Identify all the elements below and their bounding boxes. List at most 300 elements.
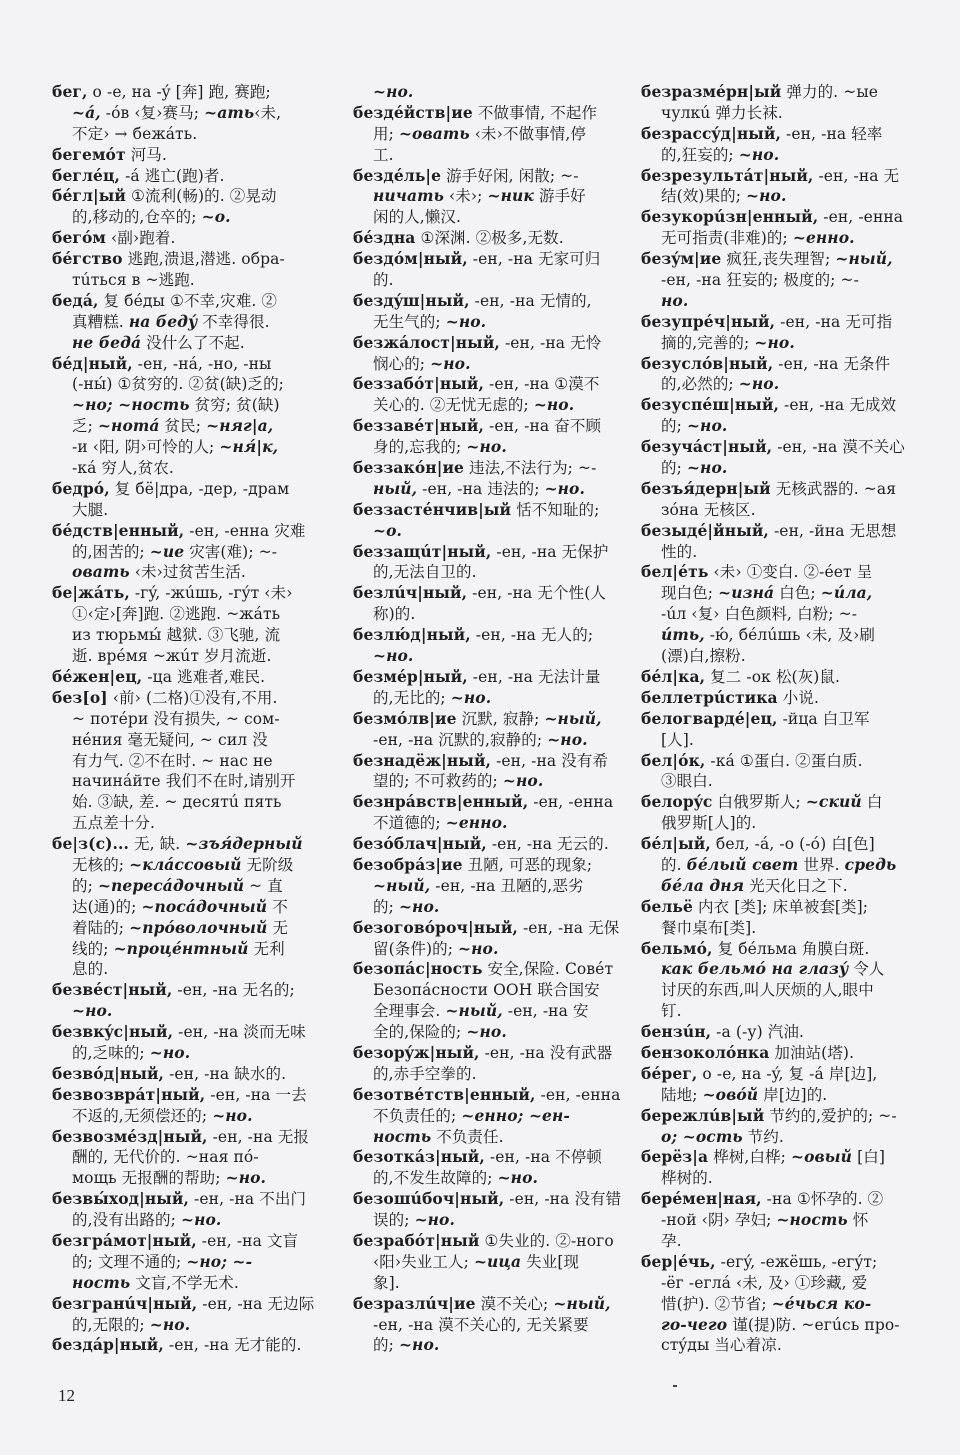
derived-form: ~енно; ~ен- bbox=[461, 1105, 570, 1125]
entry-continuation-line bbox=[52, 500, 324, 521]
headword: бедрó, bbox=[52, 478, 110, 498]
definition-text: -ен, -на 沉默的,寂静的; bbox=[373, 730, 548, 749]
definition-text: ①‹定›[奔]跑. ②逃跑. ~жáть bbox=[72, 605, 281, 624]
definition-text: -ю́, бéлúшь ‹未, 及›刷 bbox=[704, 626, 875, 645]
derived-form: ный, bbox=[373, 478, 418, 498]
derived-form: ~о. bbox=[201, 207, 231, 227]
definition-text: 的; bbox=[373, 1336, 399, 1355]
entry-headword-line bbox=[641, 521, 913, 542]
entry-headword-line bbox=[641, 897, 913, 918]
derived-form: ~но. bbox=[466, 1022, 507, 1042]
entry-headword-line bbox=[353, 249, 626, 270]
definition-text: 着陆的; bbox=[72, 918, 130, 937]
entry-headword-line bbox=[52, 583, 324, 604]
entry-continuation-line bbox=[52, 646, 324, 667]
definition-text: ①失业的. ②-ного bbox=[479, 1231, 614, 1250]
definition-text: 丑陋, 可恶的现象; bbox=[462, 855, 593, 874]
definition-text: -ен, -енна 灾难 bbox=[184, 521, 306, 540]
entry-continuation-line bbox=[52, 1210, 324, 1231]
entry-headword-line bbox=[52, 521, 324, 542]
entry-headword-line bbox=[52, 186, 324, 207]
entry-continuation-line bbox=[353, 312, 626, 333]
definition-text: 的,赤手空拳的. bbox=[373, 1064, 477, 1083]
derived-form: но. bbox=[661, 290, 689, 310]
headword: бел|óк, bbox=[641, 750, 706, 770]
definition-text: Безопáсности ООН 联合国安 bbox=[373, 981, 600, 1000]
entry-continuation-line bbox=[641, 604, 913, 625]
headword: безъя́дерн|ый bbox=[641, 478, 771, 498]
headword: беззабóт|ный, bbox=[353, 374, 485, 394]
definition-text: 望的; 不可救药的; bbox=[373, 772, 503, 791]
entry-continuation-line bbox=[353, 1064, 626, 1085]
definition-text: 的,无比的; bbox=[373, 688, 451, 707]
definition-text: -ен, -на 安 bbox=[502, 1002, 589, 1021]
headword: беззакóн|ие bbox=[353, 458, 465, 478]
entry-continuation-line bbox=[353, 437, 626, 458]
derived-form: бéла дня bbox=[661, 875, 745, 895]
derived-form: ность bbox=[72, 1272, 131, 1292]
definition-text: -ёг -еглá ‹未, 及› ①珍藏, 爱 bbox=[661, 1273, 868, 1292]
definition-text: 白 bbox=[861, 793, 883, 812]
headword: безрассýд|ный, bbox=[641, 123, 781, 143]
entry-headword-line bbox=[52, 1189, 324, 1210]
definition-text: нéния 毫无疑问, ~ сил 没 bbox=[72, 730, 268, 749]
definition-text: 的; bbox=[373, 897, 399, 916]
headword: безмéр|ный, bbox=[353, 666, 468, 686]
definition-text: -ен, -йна 无思想 bbox=[768, 521, 897, 540]
headword: бéд|ный, bbox=[52, 353, 133, 373]
definition-text: -гý, -жúшь, -гýт ‹未› bbox=[129, 584, 293, 603]
definition-text: -ен, -нá, -но, -ны bbox=[132, 354, 272, 373]
entry-headword-line bbox=[641, 751, 913, 772]
derived-form: ~посáдочный bbox=[141, 896, 268, 916]
entry-headword-line bbox=[353, 542, 626, 563]
entry-continuation-line bbox=[353, 1252, 626, 1273]
entry-continuation-line bbox=[52, 1147, 324, 1168]
entry-headword-line bbox=[641, 437, 913, 458]
entry-headword-line bbox=[641, 249, 913, 270]
definition-text: -а (-у) 汽油. bbox=[711, 1023, 804, 1042]
definition-text: 闲的人,懒汉. bbox=[373, 208, 462, 227]
definition-text: 的; 文理不通的; bbox=[72, 1252, 187, 1271]
headword: безрезультáт|ный, bbox=[641, 165, 814, 185]
definition-text: 全的,保险的; bbox=[373, 1023, 467, 1042]
headword: бездóм|ный, bbox=[353, 249, 468, 269]
derived-form: ~енно. bbox=[445, 813, 508, 833]
definition-text: -ен, -на 淡而无味 bbox=[173, 1023, 306, 1042]
headword: бел|éть bbox=[641, 562, 709, 582]
definition-text: 桦树,白桦; bbox=[708, 1148, 791, 1167]
definition-text: 孕. bbox=[661, 1231, 682, 1250]
headword: бедá, bbox=[52, 290, 99, 310]
definition-text: 内衣 [类]; 床单被套[类]; bbox=[693, 897, 869, 916]
headword: безжáлост|ный, bbox=[353, 332, 500, 352]
definition-text: 安全,保险. Совéт bbox=[482, 960, 614, 979]
headword: бéздна bbox=[353, 228, 416, 248]
entry-continuation-line bbox=[52, 333, 324, 354]
headword: безгрáмот|ный, bbox=[52, 1230, 197, 1250]
definition-text: 用; bbox=[373, 124, 399, 143]
definition-text: 疯狂,丧失理智; bbox=[721, 250, 836, 269]
definition-text: 无核武器的. ~ая bbox=[770, 479, 897, 498]
headword: безвóд|ный, bbox=[52, 1063, 165, 1083]
headword: бéдств|енный, bbox=[52, 520, 185, 540]
definition-text: чулкú 弹力长袜. bbox=[661, 103, 783, 122]
entry-continuation-line bbox=[353, 1127, 626, 1148]
entry-continuation-line bbox=[353, 1273, 626, 1294]
definition-text: -егý, -ежёшь, -егýт; bbox=[715, 1252, 878, 1271]
entry-continuation-line bbox=[353, 1001, 626, 1022]
definition-text: 的,困苦的; bbox=[72, 542, 150, 561]
definition-text: ③眼白. bbox=[661, 772, 713, 791]
definition-text: стýды 当心着凉. bbox=[661, 1336, 782, 1355]
derived-form: ~но. bbox=[149, 1314, 191, 1334]
definition-text: 留(条件)的; bbox=[373, 939, 459, 958]
entry-continuation-line bbox=[353, 646, 626, 667]
headword: бельё bbox=[641, 896, 694, 916]
entry-continuation-line bbox=[641, 1335, 913, 1356]
definition-text: 的,无法自卫的. bbox=[373, 563, 477, 582]
entry-continuation-line bbox=[52, 124, 324, 145]
definition-text: -ен, -енна bbox=[818, 208, 904, 227]
derived-form: ~но. bbox=[212, 1105, 253, 1125]
entry-headword-line bbox=[641, 1064, 913, 1085]
entry-headword-line bbox=[52, 228, 324, 249]
headword: бе|з(с)... bbox=[52, 834, 130, 854]
definition-text: 世界. bbox=[798, 855, 845, 874]
definition-text: -ен, -на 文盲 bbox=[196, 1231, 299, 1250]
entry-headword-line bbox=[52, 249, 324, 270]
headword: белогвардé|ец, bbox=[641, 708, 778, 728]
definition-text: 加油站(塔). bbox=[769, 1043, 855, 1062]
entry-continuation-line bbox=[52, 1106, 324, 1127]
entry-continuation-line bbox=[641, 625, 913, 646]
entry-continuation-line bbox=[641, 646, 913, 667]
headword: безукорúзн|енный, bbox=[641, 207, 819, 227]
definition-text: ‹前› (二格)①没有,不用. bbox=[107, 688, 278, 707]
headword: безопáс|ность bbox=[353, 959, 483, 979]
definition-text: 无利 bbox=[248, 939, 285, 958]
definition-text: 现白色; bbox=[661, 584, 719, 603]
derived-form: ~ный, bbox=[553, 1293, 611, 1313]
entry-continuation-line bbox=[353, 1106, 626, 1127]
definition-text: 不 bbox=[267, 897, 288, 916]
definition-text: бел, -á, -о (-ó) 白[色] bbox=[710, 835, 875, 854]
definition-text: -ца 逃难者,难民. bbox=[142, 667, 266, 686]
entry-headword-line bbox=[641, 688, 913, 709]
entry-continuation-line bbox=[641, 876, 913, 897]
definition-text: 不道德的; bbox=[373, 814, 446, 833]
entry-continuation-line bbox=[52, 792, 324, 813]
entry-headword-line bbox=[641, 479, 913, 500]
derived-form: ~но. bbox=[225, 1168, 267, 1188]
entry-headword-line bbox=[353, 228, 626, 249]
entry-continuation-line bbox=[641, 980, 913, 1001]
derived-form: ~но. bbox=[502, 771, 544, 791]
entry-continuation-line bbox=[52, 939, 324, 960]
entry-continuation-line bbox=[641, 1273, 913, 1294]
derived-form: ~но. bbox=[398, 1335, 440, 1355]
definition-text: 漠不关心; bbox=[475, 1294, 554, 1313]
entry-continuation-line bbox=[641, 1085, 913, 1106]
derived-form: ~овóй bbox=[702, 1084, 759, 1104]
entry-headword-line bbox=[52, 145, 324, 166]
definition-text: зóна 无核区. bbox=[661, 500, 756, 519]
definition-text: 象]. bbox=[373, 1273, 400, 1292]
headword: безучáст|ный, bbox=[641, 437, 773, 457]
definition-text: -йца 白卫军 bbox=[777, 709, 870, 728]
entry-continuation-line bbox=[52, 1252, 324, 1273]
definition-text: -ен, -на 无云的. bbox=[486, 835, 609, 854]
derived-form: ~но. bbox=[398, 896, 440, 916]
definition-text: -ен, -на 漠不关心 bbox=[772, 438, 905, 457]
headword: бер|éчь, bbox=[641, 1251, 716, 1271]
definition-text: 性的. bbox=[661, 542, 698, 561]
entry-continuation-line bbox=[52, 709, 324, 730]
definition-text: 复 бéды ①不幸,灾难. ② bbox=[98, 291, 278, 310]
definition-text: 的; bbox=[661, 459, 687, 478]
entry-continuation-line bbox=[52, 897, 324, 918]
entry-headword-line bbox=[641, 939, 913, 960]
definition-text: -ен, -на 无情的, bbox=[469, 291, 592, 310]
definition-text: ‹副›跑着. bbox=[106, 229, 176, 248]
derived-form: ~но. bbox=[533, 395, 575, 415]
entry-continuation-line bbox=[353, 354, 626, 375]
entry-continuation-line bbox=[52, 437, 324, 458]
definition-text: ①流利(畅)的. ②晃动 bbox=[126, 187, 277, 206]
definition-text: 惜(护). ②节省; bbox=[661, 1294, 772, 1313]
entry-continuation-line bbox=[52, 562, 324, 583]
derived-form: ~но; ~- bbox=[186, 1251, 253, 1271]
headword: берéмен|ная, bbox=[641, 1189, 762, 1209]
definition-text: 乏; bbox=[72, 417, 98, 436]
definition-text: 误的; bbox=[373, 1211, 415, 1230]
headword: безлúч|ный, bbox=[353, 583, 468, 603]
definition-text: 的,没有出路的; bbox=[72, 1211, 181, 1230]
entry-headword-line bbox=[353, 416, 626, 437]
definition-text: 的,不发生故障的; bbox=[373, 1169, 498, 1188]
definition-text: -ен, -на 缺水的. bbox=[164, 1064, 287, 1083]
definition-text: 逃跑,溃退,潜逃. обра- bbox=[122, 250, 285, 269]
definition-text: -ен, -на 轻率 bbox=[781, 124, 883, 143]
headword: бéл|ка, bbox=[641, 666, 706, 686]
headword: безвозмéзд|ный, bbox=[52, 1126, 208, 1146]
entry-headword-line bbox=[353, 1085, 626, 1106]
definition-text: 结(效)果的; bbox=[661, 187, 747, 206]
headword: безразмéрн|ый bbox=[641, 82, 782, 101]
derived-form: ~но. bbox=[414, 1210, 455, 1230]
entry-headword-line bbox=[353, 291, 626, 312]
definition-text: -ен, -на 无怜 bbox=[499, 333, 602, 352]
derived-form: ~пересáдочный bbox=[97, 875, 245, 895]
definition-text: 复二 -ок 松(灰)鼠. bbox=[705, 667, 841, 686]
derived-form: ~ник bbox=[487, 186, 534, 206]
headword: бездéль|е bbox=[353, 165, 442, 185]
entry-continuation-line bbox=[52, 458, 324, 479]
entry-headword-line bbox=[641, 166, 913, 187]
entry-continuation-line bbox=[52, 959, 324, 980]
derived-form: ~но. bbox=[544, 478, 585, 498]
definition-text: -ен, -на 无边际 bbox=[197, 1294, 315, 1313]
headword: бездéйств|ие bbox=[353, 102, 473, 122]
entry-continuation-line bbox=[52, 1168, 324, 1189]
entry-headword-line bbox=[52, 354, 324, 375]
entry-continuation-line bbox=[52, 1315, 324, 1336]
derived-form: ~ный, bbox=[373, 875, 431, 895]
entry-headword-line bbox=[641, 1043, 913, 1064]
entry-headword-line bbox=[52, 479, 324, 500]
headword: бéгство bbox=[52, 249, 123, 269]
definition-text: -ен, -на 无法计量 bbox=[467, 667, 601, 686]
headword: безыдé|йный, bbox=[641, 520, 769, 540]
definition-text: -ен, -на 奋不顾 bbox=[483, 417, 602, 436]
derived-form: ~овый bbox=[791, 1147, 853, 1167]
definition-text: -ен, -на 无保 bbox=[517, 918, 620, 937]
derived-form: ~ность bbox=[776, 1210, 848, 1230]
definition-text: -ной ‹阴› 孕妇; bbox=[661, 1211, 777, 1230]
entry-headword-line bbox=[641, 562, 913, 583]
entry-continuation-line bbox=[641, 228, 913, 249]
definition-text: -ен, -на 无可指 bbox=[775, 312, 893, 331]
derived-form: не бедá bbox=[72, 332, 142, 352]
entry-continuation-line bbox=[641, 416, 913, 437]
derived-form: ~ать bbox=[204, 102, 255, 122]
definition-text: -ен, -на 无家可归 bbox=[467, 250, 601, 269]
derived-form: ~но. bbox=[754, 332, 795, 352]
derived-form: ность bbox=[373, 1126, 432, 1146]
entry-headword-line bbox=[52, 1127, 324, 1148]
headword: бельмó, bbox=[641, 938, 713, 958]
entry-continuation-line bbox=[353, 980, 626, 1001]
entry-continuation-line bbox=[353, 1168, 626, 1189]
entry-continuation-line bbox=[52, 751, 324, 772]
entry-continuation-line bbox=[353, 939, 626, 960]
definition-text: -ен, -на 无人的; bbox=[470, 626, 594, 645]
derived-form: ~но. bbox=[738, 374, 780, 394]
definition-text: -ен, -на 没有希 bbox=[491, 751, 609, 770]
headword: бéл|ый, bbox=[641, 834, 711, 854]
headword: безоговóроч|ный, bbox=[353, 917, 518, 937]
entry-continuation-line bbox=[641, 145, 913, 166]
entry-continuation-line bbox=[641, 291, 913, 312]
entry-continuation-line bbox=[353, 145, 626, 166]
derived-form: ~но. bbox=[738, 144, 780, 164]
entry-headword-line bbox=[641, 1252, 913, 1273]
headword: безупрéч|ный, bbox=[641, 311, 776, 331]
entry-headword-line bbox=[353, 751, 626, 772]
headword: бездáр|ный, bbox=[52, 1335, 164, 1355]
definition-text: 线的; bbox=[72, 939, 114, 958]
definition-text: 的,无限的; bbox=[72, 1315, 150, 1334]
entry-continuation-line bbox=[353, 876, 626, 897]
definition-text: 工. bbox=[373, 145, 394, 164]
definition-text: 没什么了不起. bbox=[141, 333, 245, 352]
derived-form: ~но. bbox=[373, 646, 414, 666]
definition-text: 餐巾桌布[类]. bbox=[661, 918, 757, 937]
entry-continuation-line bbox=[52, 855, 324, 876]
entry-headword-line bbox=[52, 688, 324, 709]
derived-form: о; ~ость bbox=[661, 1126, 743, 1146]
definition-text: 复 бё|дра, -дер, -драм bbox=[109, 479, 290, 498]
definition-text: 游手好 bbox=[533, 187, 586, 206]
derived-form: ~зъя́дерный bbox=[185, 834, 303, 854]
column-left bbox=[52, 82, 324, 1356]
definition-text: начинáйте 我们不在时,请别开 bbox=[72, 772, 296, 791]
print-mark bbox=[673, 1385, 677, 1387]
definition-text: ~ 直 bbox=[244, 876, 283, 895]
definition-text: 真糟糕. bbox=[72, 312, 129, 331]
definition-text: 的,狂妄的; bbox=[661, 145, 739, 164]
entry-headword-line bbox=[641, 312, 913, 333]
definition-text: -ен, -на 丑陋的,恶劣 bbox=[430, 876, 584, 895]
definition-text: 失业[现 bbox=[521, 1252, 580, 1271]
definition-text: -ен, -на 违法的; bbox=[417, 479, 545, 498]
headword: безýм|ие bbox=[641, 249, 722, 269]
entry-headword-line bbox=[353, 1147, 626, 1168]
definition-text: 讨厌的东西,叫人厌烦的人,眼中 bbox=[661, 981, 874, 1000]
derived-form: ~но. bbox=[466, 437, 507, 457]
derived-form: ~но. bbox=[686, 458, 728, 478]
entry-headword-line bbox=[353, 855, 626, 876]
definition-text: 始. ③缺, 差. ~ десятú пять bbox=[72, 793, 282, 812]
entry-continuation-line bbox=[353, 395, 626, 416]
definition-text: 河马. bbox=[125, 145, 167, 164]
definition-text: 的; bbox=[661, 417, 687, 436]
entry-continuation-line bbox=[641, 374, 913, 395]
derived-form: ~ие bbox=[149, 541, 185, 561]
definition-text: 的,必然的; bbox=[661, 375, 739, 394]
entry-headword-line bbox=[52, 1064, 324, 1085]
definition-text: 不幸得很. bbox=[197, 312, 270, 331]
definition-text: -кá ①蛋白. ②蛋白质. bbox=[705, 751, 863, 770]
headword: беллетрúстика bbox=[641, 687, 778, 707]
definition-text: 钉. bbox=[661, 1002, 682, 1021]
derived-form: ~процéнтный bbox=[113, 938, 249, 958]
entry-headword-line bbox=[641, 1147, 913, 1168]
entry-continuation-line bbox=[641, 333, 913, 354]
entry-headword-line bbox=[641, 792, 913, 813]
derived-form: бéлый свет bbox=[686, 854, 799, 874]
entry-continuation-line bbox=[52, 813, 324, 834]
definition-text: 不做事情, 不起作 bbox=[472, 103, 598, 122]
headword: бéжен|ец, bbox=[52, 666, 143, 686]
definition-text: -óв ‹复›赛马; bbox=[100, 103, 205, 122]
headword: безорýж|ный, bbox=[353, 1042, 480, 1062]
entry-headword-line bbox=[52, 834, 324, 855]
derived-form: го-чего bbox=[661, 1314, 728, 1334]
derived-form: ~ский bbox=[805, 792, 862, 812]
entry-continuation-line bbox=[641, 855, 913, 876]
headword: беззавéт|ный, bbox=[353, 416, 484, 436]
definition-text: ‹未› ①变白. ②-éет 呈 bbox=[708, 563, 873, 582]
entry-headword-line bbox=[353, 500, 626, 521]
definition-text: -ен, -на ①漠不 bbox=[484, 375, 600, 394]
derived-form: ~но; ~ность bbox=[72, 395, 190, 415]
headword: без[о] bbox=[52, 687, 108, 707]
entry-headword-line bbox=[52, 980, 324, 1001]
entry-continuation-line bbox=[52, 416, 324, 437]
entry-continuation-line bbox=[641, 500, 913, 521]
headword: безрабóт|ный bbox=[353, 1230, 480, 1250]
entry-continuation-line bbox=[353, 207, 626, 228]
definition-text: -ен, -на 无才能的. bbox=[163, 1336, 302, 1355]
definition-text: ‹未›过贫苦生活. bbox=[129, 563, 246, 582]
entry-continuation-line bbox=[353, 730, 626, 751]
definition-text: 俄罗斯[人]的. bbox=[661, 814, 757, 833]
definition-text: -á 逃亡(跑)者. bbox=[120, 166, 225, 185]
headword: бережлúв|ый bbox=[641, 1105, 765, 1125]
definition-text: 光天化日之下. bbox=[744, 876, 848, 895]
